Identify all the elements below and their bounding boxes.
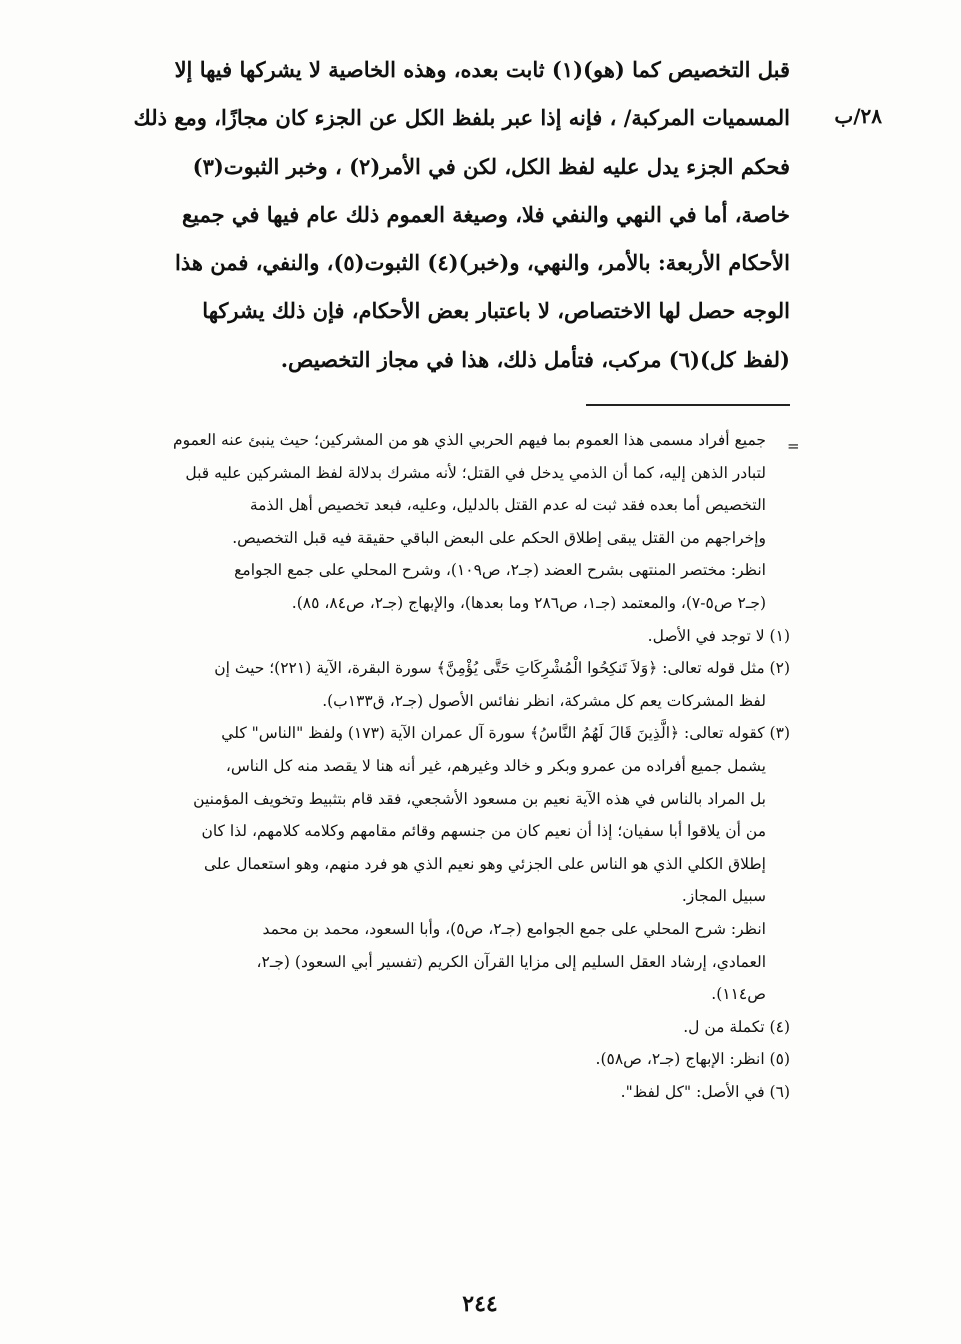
footnote-line: (٦) في الأصل: "كل لفظ". [620,1082,790,1101]
footnote-line: بل المراد بالناس في هذه الآية نعيم بن مسعود الأشجعي، فقد قام بتثبيط وتخويف المؤمنين [193,789,766,808]
footnote-line: (٤) تكملة من ل. [683,1017,790,1036]
footnote-line: ص١١٤). [711,985,766,1004]
footnote-line: (٣) كقوله تعالى: ﴿الَّذِينَ قَالَ لَهُمُ النَّاسُ﴾ سورة آل عمران الآية (١٧٣) ولفظ "الناس" كلي [221,724,790,743]
footnote-4 [78,1011,790,1044]
footnote-line: جميع أفراد مسمى هذا العموم بما فيهم الحربي الذي هو من المشركين؛ حيث ينبئ عنه العموم [172,431,766,449]
body-line: خاصة، أما في النهي والنفي فلا، وصيغة العموم ذلك عام فيها في جميع [181,201,790,227]
footnote-line: من أن يلاقوا أبا سفيان؛ إذا أن نعيم كان من جنسهم وقائم مقامهم وكلامه كلامهم، لذا كان [201,822,766,841]
footnote-2 [78,652,790,717]
footnote-continue-mark: = [787,437,800,455]
footnote-line: (جـ٢ ص٥-٧)، والمعتمد (جـ١، ص٢٨٦ وما بعدها)، والإبهاج (جـ٢، ص٨٤، ٨٥). [291,593,766,612]
footnote-line: سبيل المجاز. [681,887,766,906]
footnote-line: يشمل جميع أفراده من عمرو وبكر و خالد وغيرهم، غير أنه هنا لا يقصد منه كل الناس، [225,756,766,775]
footnote-line: إطلاق الكلي الذي هو الناس على الجزئي وهو نعيم الذي هو فرد منهم، وهو استعمال على [203,854,766,873]
footnote-line: لفظ المشركات يعم كل مشركة، انظر نفائس الأصول (جـ٢، ق١٣٣ب). [322,691,766,710]
footnote-line: (٥) انظر: الإبهاج (جـ٢، ص٥٨). [595,1050,790,1069]
footnote-1 [78,620,790,653]
footnote-continuation [78,424,790,620]
footnote-3 [78,717,790,1010]
footnote-line: انظر: شرح المحلي على جمع الجوامع (جـ٢، ص٥)، وأبا السعود، محمد بن محمد [262,919,766,938]
footnote-line: (١) لا توجد في الأصل. [647,626,790,645]
footnote-line: التخصيص أما بعده فقد ثبت له عدم القتل بالدليل، وعليه، فبعد تخصيص أهل الذمة [249,496,766,515]
footnote-line: (٢) مثل قوله تعالى: ﴿وَلاَ تَنكِحُوا الْمُشْرِكَاتِ حَتَّى يُؤْمِنَّ﴾ سورة البقرة، الآية (٢٢١)؛ حيث إن [214,659,790,678]
footnote-line: العمادي، إرشاد العقل السليم إلى مزايا القرآن الكريم (تفسير أبي السعود) (جـ٢، [256,952,766,971]
body-line: الوجه حصل لها الاختصاص، لا باعتبار بعض الأحكام، فإن ذلك يشركها [202,298,790,324]
body-line: الأحكام الأربعة: بالأمر، والنهي، و(خبر)(٤) الثبوت(٥)، والنفي، فمن هذا [175,250,790,276]
body-line: فحكم الجزء يدل عليه لفظ الكل، لكن في الأمر(٢) ، وخبر الثبوت(٣) [192,153,790,179]
footnote-separator [586,404,790,406]
main-text [78,46,790,384]
body-line: المسميات المركبة/ ، فإنه إذا عبر بلفظ الكل عن الجزء كان مجازًا، ومع ذلك [133,105,790,131]
footnote-6 [78,1076,790,1109]
footnote-line: لتبادر الذهن إليه، كما أن الذمي يدخل في القتل؛ لأنه مشرك بدلالة لفظ المشركين عليه قبل [185,463,766,482]
footnote-line: وإخراجهم من القتل يبقى إطلاق الحكم على البعض الباقي حقيقة فيه قبل التخصيص. [232,528,766,547]
footnotes [78,424,790,1108]
body-line: (لفظ كل)(٦) مركب، فتأمل ذلك، هذا في مجاز التخصيص. [280,346,790,372]
margin-folio-note: ٢٨/ب [834,104,882,128]
footnote-line: انظر: مختصر المنتهى بشرح العضد (جـ٢، ص١٠٩)، وشرح المحلي على جمع الجوامع [234,561,766,580]
body-line: قبل التخصيص كما (هو)(١) ثابت بعده، وهذه الخاصية لا يشركها فيها إلا [174,57,790,82]
page-number: ٢٤٤ [462,1291,498,1317]
footnote-5 [78,1043,790,1076]
